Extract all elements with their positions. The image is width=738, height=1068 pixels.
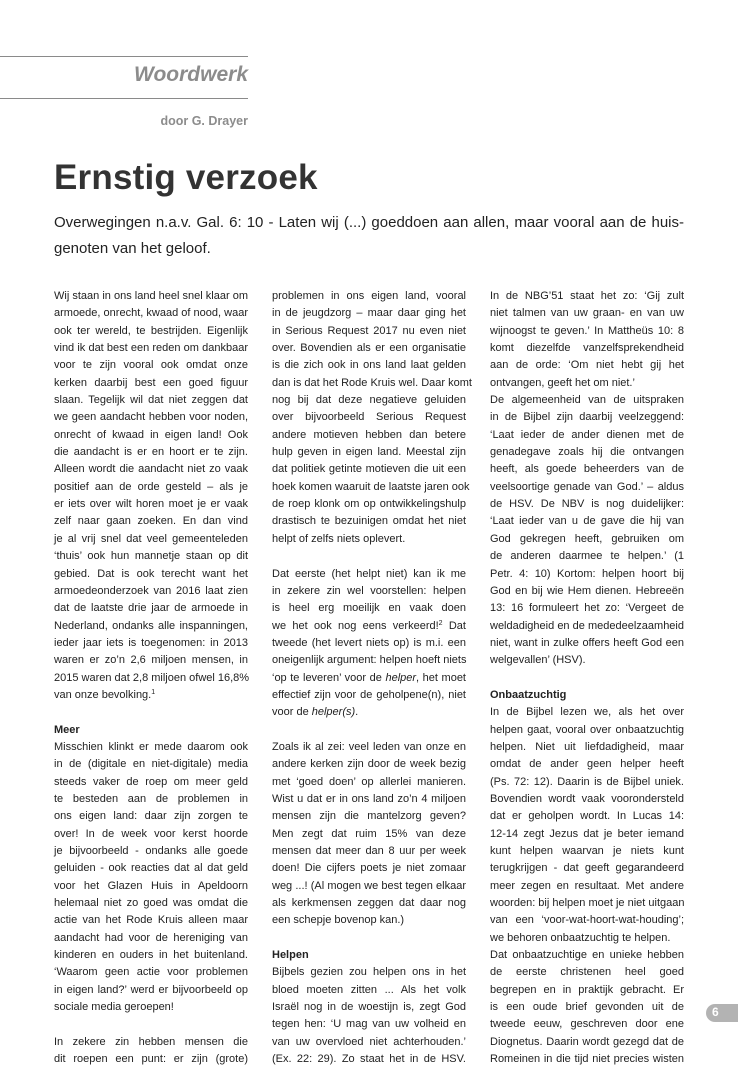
text-line: kinderen en ouders in het buitenland. <box>54 949 248 962</box>
header-rule-bottom <box>0 98 248 99</box>
text-line: God gekregen heeft, gebruiken om <box>490 532 684 545</box>
text-line: andere kerken zijn door de week bezig <box>272 758 466 771</box>
text-line: hoek komen waaruit de laatste jaren ook <box>272 480 470 493</box>
text-line: waren er zo’n 2,6 miljoen mensen, in <box>54 654 248 667</box>
text-line: helemaal niet zo goed was omdat die <box>54 897 248 910</box>
text-line: meer zegen en resultaat. Met andere <box>490 879 684 892</box>
section-title: Woordwerk <box>134 63 248 86</box>
text-line: Wij staan in ons land heel snel klaar om <box>54 290 248 302</box>
text-line: we het ook nog eens verkeerd!$^2$ Dat <box>272 619 466 632</box>
text-line: Nederland, ondanks alle inspanningen, <box>54 619 248 632</box>
page-number-tab <box>706 1004 738 1022</box>
text-line: nog bij dat deze negatieve geluiden <box>272 394 466 407</box>
text-line: onrecht of kwaad in eigen land! Ook <box>54 428 248 441</box>
text-line: sociale media geroepen! <box>54 1001 174 1014</box>
text-line: met ‘goed doen’ op allerlei manieren. <box>272 775 466 788</box>
text-line: we behoren onbaatzuchtig te helpen. <box>490 931 671 944</box>
text-line: veelsoortige genade van God.’ – aldus <box>490 480 684 493</box>
text-line: is een oude brief gevonden uit de <box>490 1001 684 1014</box>
text-line: helpen. Niet uit liefdadigheid, maar <box>490 740 684 753</box>
text-line: van uw overvloed niet achterhouden.’ <box>272 1035 466 1048</box>
text-line: is die zich ook in ons land laat gelden <box>272 359 466 372</box>
page-number: 6 <box>712 1005 719 1019</box>
text-line: is heel erg moeilijk en vaak doen <box>272 602 466 615</box>
text-line: actie van het Rode Kruis alleen maar <box>54 914 248 927</box>
text-line: (Ps. 72: 12). Daarin is de Bijbel uniek. <box>490 775 684 788</box>
text-line: slaan. Tegelijk wil dat niet zeggen dat <box>54 394 248 407</box>
text-line: wijnoogst te geven.’ In Mattheüs 10: 8 <box>490 324 684 337</box>
text-line: te besteden aan de problemen in <box>54 792 248 805</box>
text-line: bloed moeten zitten ... Als het volk <box>272 983 466 996</box>
text-line: ieder jaar iets is toegenomen: in 2013 <box>54 636 248 649</box>
text-line: aandacht had voor de hereniging van <box>54 931 248 944</box>
text-line: dat politiek getinte motieven die uit een <box>272 463 466 476</box>
text-line: mensen dat meer dan 8 uur per week <box>272 845 466 857</box>
text-line: effectief zijn voor de geholpene(n), niet <box>272 688 466 701</box>
text-line: Dat eerste (het helpt niet) kan ik me <box>272 567 466 580</box>
text-line: steeds vaker de roep om meer geld <box>54 775 248 788</box>
text-line: problemen in ons eigen land, vooral <box>272 290 466 302</box>
byline: door G. Drayer <box>160 114 248 128</box>
article-intro: Overwegingen n.a.v. Gal. 6: 10 - Laten wij (...) goeddoen aan allen, maar vooral aan de huis-genoten van het geloof. <box>54 214 684 257</box>
text-line: terugkrijgen - dat geeft gegarandeerd <box>490 862 684 875</box>
text-line: kunt helpen waarvan je niets kunt <box>490 845 684 857</box>
text-line: zelf naar gaan zoeken. En dan vind <box>54 515 248 528</box>
text-column-2 <box>272 288 472 1068</box>
text-line: aan de orde: ‘Om niet hebt gij het <box>490 359 684 372</box>
text-line: over bijvoorbeeld Serious Request <box>272 411 466 424</box>
text-line: in eigen land?’ werd er bijvoorbeeld op <box>54 983 248 996</box>
text-line: Romeinen in die tijd niet precies wisten <box>490 1053 684 1066</box>
text-line: niet talmen van uw graan- en van uw <box>490 307 684 320</box>
text-line: ‘thuis’ ook hun mannetje staan op dit <box>54 550 248 563</box>
text-line: ontvangen, geeft het om niet.’ <box>490 376 635 389</box>
text-line: hulp geven in eigen land. Meestal zijn <box>272 446 466 459</box>
subheading: Meer <box>54 723 80 736</box>
text-line: weldadigheid en de mededeelzaamheid <box>490 619 684 632</box>
text-line: 12-14 zegt Jezus dat je beter iemand <box>490 827 684 840</box>
text-line: Wist u dat er in ons land zo’n 4 miljoen <box>272 792 466 805</box>
text-line: je bijvoorbeeld - ondanks alle goede <box>54 845 248 857</box>
text-line: ‘op te leveren’ voor de helper, het moet <box>272 671 466 684</box>
text-line: dat de laatste drie jaar de armoede in <box>54 602 248 615</box>
header-rule-top <box>0 56 248 57</box>
text-column-1 <box>54 288 248 1068</box>
text-line: positief aan de orde gesteld – als je <box>54 480 248 493</box>
text-line: van onze bevolking.$^1$ <box>54 688 156 701</box>
text-column-3 <box>490 288 684 1068</box>
text-line: dan is dat het Rode Kruis wel. Daar komt <box>272 376 472 389</box>
text-line: in Serious Request 2017 nu even niet <box>272 324 466 337</box>
text-line: In de Bijbel lezen we, als het over <box>490 706 684 719</box>
text-line: Misschien klinkt er mede daarom ook <box>54 740 248 753</box>
text-line: er iets over wilt horen moet je er vaak <box>54 498 248 511</box>
text-line: God en bij wie Hem dienen. Hebreeën <box>490 584 684 597</box>
text-line: ‘Laat ieder de ander dienen met de <box>490 428 684 441</box>
text-line: ‘Waarom geen actie voor problemen <box>54 966 248 979</box>
text-line: die aandacht is er en hoort er te zijn. <box>54 446 248 459</box>
text-line: van een ‘voor-wat-hoort-wat-houding’; <box>490 914 684 927</box>
text-line: Alleen wordt die aandacht niet zo vaak <box>54 463 248 476</box>
text-line: weg ...! (Al mogen we best tegen elkaar <box>272 879 466 892</box>
text-line: oneigenlijk argument: helpen hoeft niets <box>272 654 467 667</box>
text-line: dat er geholpen wordt. In Lucas 14: <box>490 810 684 823</box>
text-line: voor te zijn vooral ook omdat onze <box>54 359 248 372</box>
text-line: in de jeugdzorg – maar daar ging het <box>272 307 466 320</box>
text-line: In zekere zin hebben mensen die <box>54 1035 248 1048</box>
text-line: niet, want in zulke offers heeft God een <box>490 636 684 649</box>
text-line: heeft, als goede beheerders van de <box>490 463 684 476</box>
text-line: een schepje bovenop kan.) <box>272 914 405 927</box>
text-line: de roep klonk om op ontwikkelingshulp <box>272 498 466 511</box>
text-line: 2015 waren dat 2,8 miljoen ofwel 16,8% <box>54 671 250 684</box>
text-line: mensen zijn die mantelzorg geven? <box>272 810 466 823</box>
text-line: Diognetus. Daarin wordt gezegd dat de <box>490 1035 684 1048</box>
text-line: drastisch te bezuinigen omdat het niet <box>272 515 466 528</box>
text-line: Men zegt dat ruim 15% van deze <box>272 827 466 840</box>
text-line: tweede (het levert niets op) is m.i. een <box>272 636 466 649</box>
text-line: armoedeonderzoek van 2016 laat zien <box>54 584 248 597</box>
text-line: komt diezelfde vanzelfsprekendheid <box>490 342 684 355</box>
text-line: over! In de week voor kerst hoorde <box>54 827 248 840</box>
text-line: tegen hen: ‘U mag van uw volheid en <box>272 1018 466 1031</box>
text-line: welgevallen’ (HSV). <box>490 654 586 667</box>
text-line: (Ex. 22: 29). Zo staat het in de HSV. <box>272 1053 466 1066</box>
text-line: je al vrij snel dat veel gemeenteleden <box>54 532 248 545</box>
text-line: voor de helper(s). <box>272 706 359 719</box>
text-line: In de NBG’51 staat het zo: ‘Gij zult <box>490 290 684 302</box>
text-line: genadegave zoals hij die ontvangen <box>490 446 684 459</box>
text-line: andere motieven hebben dan betere <box>272 428 466 441</box>
text-line: voor het Glazen Huis in Apeldoorn <box>54 879 248 892</box>
text-line: helpen gaat, vooral over onbaatzuchtig <box>490 723 684 736</box>
text-line: Israël nog in de woestijn is, zegt God <box>272 1001 466 1014</box>
text-line: begrepen en in praktijk gebracht. Er <box>490 983 684 996</box>
text-line: dit roepen een punt: er zijn (grote) <box>54 1053 248 1066</box>
text-line: in de (digitale en niet-digitale) media <box>54 758 248 771</box>
text-line: vind ik dat best een reden om dankbaar <box>54 342 248 355</box>
subheading: Helpen <box>272 949 309 962</box>
text-line: geluiden - ook reacties dat al dat geld <box>54 862 248 875</box>
text-line: als kerkmensen zeggen dat daar nog <box>272 897 466 910</box>
text-line: Bovendien wordt vaak voorondersteld <box>490 792 684 805</box>
text-line: de eerste christenen heel goed <box>490 966 684 979</box>
text-line: in zekere zin wel voorstellen: helpen <box>272 584 466 597</box>
text-line: Petr. 4: 10) Kortom: helpen hoort bij <box>490 567 684 580</box>
text-line: armoede, onrecht, kwaad of nood, waar <box>54 307 248 320</box>
text-line: De algemeenheid van de uitspraken <box>490 394 684 407</box>
text-line: de HSV. De NBV is nog duidelijker: <box>490 498 684 511</box>
text-line: over. Bovendien als er een organisatie <box>272 342 466 355</box>
text-line: tweede eeuw, geschreven door ene <box>490 1018 684 1031</box>
text-line: 13: 16 formuleert het zo: ‘Vergeet de <box>490 602 684 615</box>
text-line: Zoals ik al zei: veel leden van onze en <box>272 740 466 753</box>
text-line: in de Bijbel zijn daarbij veelzeggend: <box>490 411 684 424</box>
text-line: Bijbels gezien zou helpen ons in het <box>272 966 466 979</box>
subheading: Onbaatzuchtig <box>490 688 567 701</box>
text-line: woorden: bij helpen moet je niet uitgaan <box>490 897 685 910</box>
text-line: ons eigen land: daar zijn zorgen te <box>54 810 248 823</box>
article-title: Ernstig verzoek <box>54 158 318 197</box>
text-line: Dat onbaatzuchtige en unieke hebben <box>490 949 684 962</box>
text-line: helpt of zelfs niets oplevert. <box>272 532 406 545</box>
text-line: gebied. Dat is ook terecht want het <box>54 567 248 580</box>
text-line: we geen aandacht hebben voor noden, <box>54 411 248 424</box>
text-line: ‘Laat ieder van u de gave die hij van <box>490 515 684 528</box>
text-line: omdat de ander geen helper heeft <box>490 758 684 771</box>
text-line: doen! Die cijfers poets je niet zomaar <box>272 862 466 875</box>
text-line: de anderen daarmee te helpen.’ (1 <box>490 550 684 563</box>
text-line: ook ter wereld, te bestrijden. Eigenlijk <box>54 324 248 337</box>
text-line: kerken daarbij best een goed figuur <box>54 376 248 389</box>
